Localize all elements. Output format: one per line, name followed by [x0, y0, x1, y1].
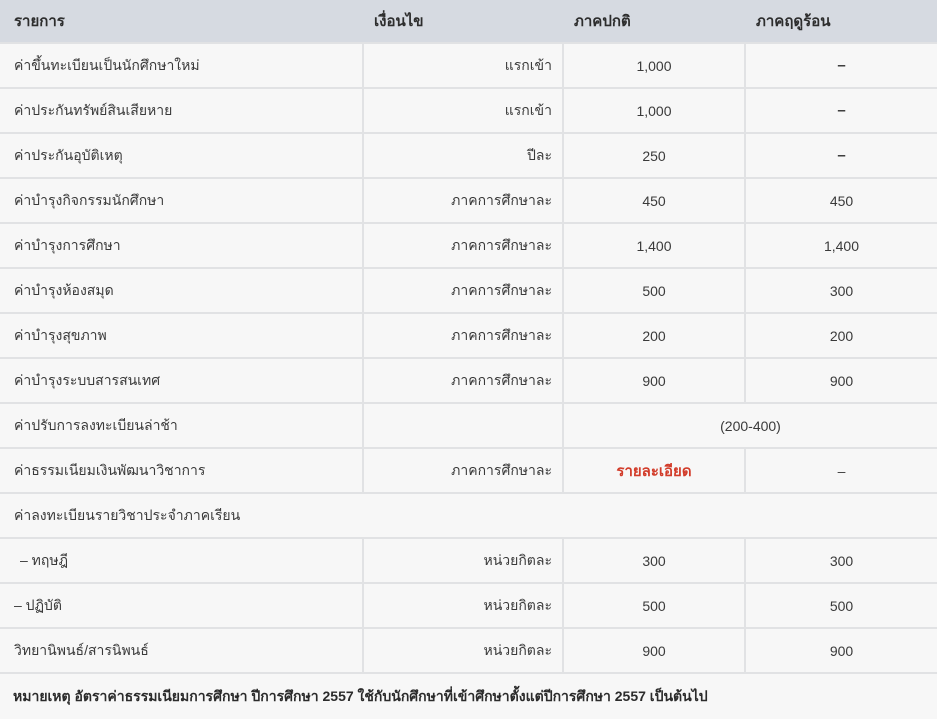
summer-value-cell: – — [745, 43, 937, 88]
item-cell: ค่าบำรุงกิจกรรมนักศึกษา — [0, 178, 363, 223]
condition-cell: แรกเข้า — [363, 88, 563, 133]
condition-cell: ภาคการศึกษาละ — [363, 448, 563, 493]
table-row — [0, 43, 937, 88]
condition-cell: ภาคการศึกษาละ — [363, 358, 563, 403]
regular-value-cell: 500 — [563, 268, 745, 313]
table-row — [0, 583, 937, 628]
table-row — [0, 358, 937, 403]
column-header-regular-term: ภาคปกติ — [563, 0, 745, 43]
footnote: หมายเหตุ อัตราค่าธรรมเนียมการศึกษา ปีการศึกษา 2557 ใช้กับนักศึกษาที่เข้าศึกษาตั้งแต่ปีการศึกษา 2557 เป็นต้นไป — [0, 674, 937, 719]
summer-value-cell: 200 — [745, 313, 937, 358]
summer-value-cell: 450 — [745, 178, 937, 223]
details-link[interactable]: รายละเอียด — [616, 462, 692, 480]
regular-value-cell — [563, 448, 745, 493]
summer-value-cell: 900 — [745, 628, 937, 673]
condition-cell: ภาคการศึกษาละ — [363, 313, 563, 358]
regular-value-cell: 500 — [563, 583, 745, 628]
item-cell: – ปฏิบัติ — [0, 583, 363, 628]
summer-value-cell: – — [745, 133, 937, 178]
summer-value-cell: 1,400 — [745, 223, 937, 268]
table-row — [0, 538, 937, 583]
table-row — [0, 223, 937, 268]
summer-value-cell: 900 — [745, 358, 937, 403]
table-row — [0, 268, 937, 313]
item-cell: ค่าปรับการลงทะเบียนล่าช้า — [0, 403, 363, 448]
condition-cell: หน่วยกิตละ — [363, 628, 563, 673]
table-row — [0, 493, 937, 538]
condition-cell: แรกเข้า — [363, 43, 563, 88]
summer-value-cell: 300 — [745, 268, 937, 313]
table-header — [0, 0, 937, 43]
table-row — [0, 88, 937, 133]
summer-value-cell: 300 — [745, 538, 937, 583]
table-row — [0, 313, 937, 358]
table-body — [0, 43, 937, 673]
condition-cell — [363, 403, 563, 448]
table-row — [0, 133, 937, 178]
regular-value-cell: 450 — [563, 178, 745, 223]
item-cell: ค่าประกันทรัพย์สินเสียหาย — [0, 88, 363, 133]
regular-value-cell: 1,000 — [563, 43, 745, 88]
merged-value-cell: (200-400) — [563, 403, 937, 448]
item-cell: ค่าประกันอุบัติเหตุ — [0, 133, 363, 178]
item-cell: ค่าขึ้นทะเบียนเป็นนักศึกษาใหม่ — [0, 43, 363, 88]
regular-value-cell: 200 — [563, 313, 745, 358]
condition-cell: หน่วยกิตละ — [363, 538, 563, 583]
item-cell: ค่าบำรุงห้องสมุด — [0, 268, 363, 313]
header-row — [0, 0, 937, 43]
summer-value-cell: – — [745, 448, 937, 493]
table-row — [0, 628, 937, 673]
column-header-summer-term: ภาคฤดูร้อน — [745, 0, 937, 43]
table-row — [0, 448, 937, 493]
condition-cell: ภาคการศึกษาละ — [363, 178, 563, 223]
item-cell: – ทฤษฎี — [0, 538, 363, 583]
condition-cell: ภาคการศึกษาละ — [363, 268, 563, 313]
item-cell: ค่าลงทะเบียนรายวิชาประจำภาคเรียน — [0, 493, 937, 538]
item-cell: ค่าบำรุงการศึกษา — [0, 223, 363, 268]
column-header-item: รายการ — [0, 0, 363, 43]
regular-value-cell: 1,000 — [563, 88, 745, 133]
regular-value-cell: 300 — [563, 538, 745, 583]
item-cell: ค่าบำรุงระบบสารสนเทศ — [0, 358, 363, 403]
column-header-condition: เงื่อนไข — [363, 0, 563, 43]
condition-cell: หน่วยกิตละ — [363, 583, 563, 628]
item-cell: ค่าธรรมเนียมเงินพัฒนาวิชาการ — [0, 448, 363, 493]
regular-value-cell: 900 — [563, 628, 745, 673]
regular-value-cell: 1,400 — [563, 223, 745, 268]
regular-value-cell: 250 — [563, 133, 745, 178]
item-cell: วิทยานิพนธ์/สารนิพนธ์ — [0, 628, 363, 673]
summer-value-cell: – — [745, 88, 937, 133]
table-row — [0, 178, 937, 223]
table-row — [0, 403, 937, 448]
condition-cell: ปีละ — [363, 133, 563, 178]
regular-value-cell: 900 — [563, 358, 745, 403]
summer-value-cell: 500 — [745, 583, 937, 628]
condition-cell: ภาคการศึกษาละ — [363, 223, 563, 268]
item-cell: ค่าบำรุงสุขภาพ — [0, 313, 363, 358]
